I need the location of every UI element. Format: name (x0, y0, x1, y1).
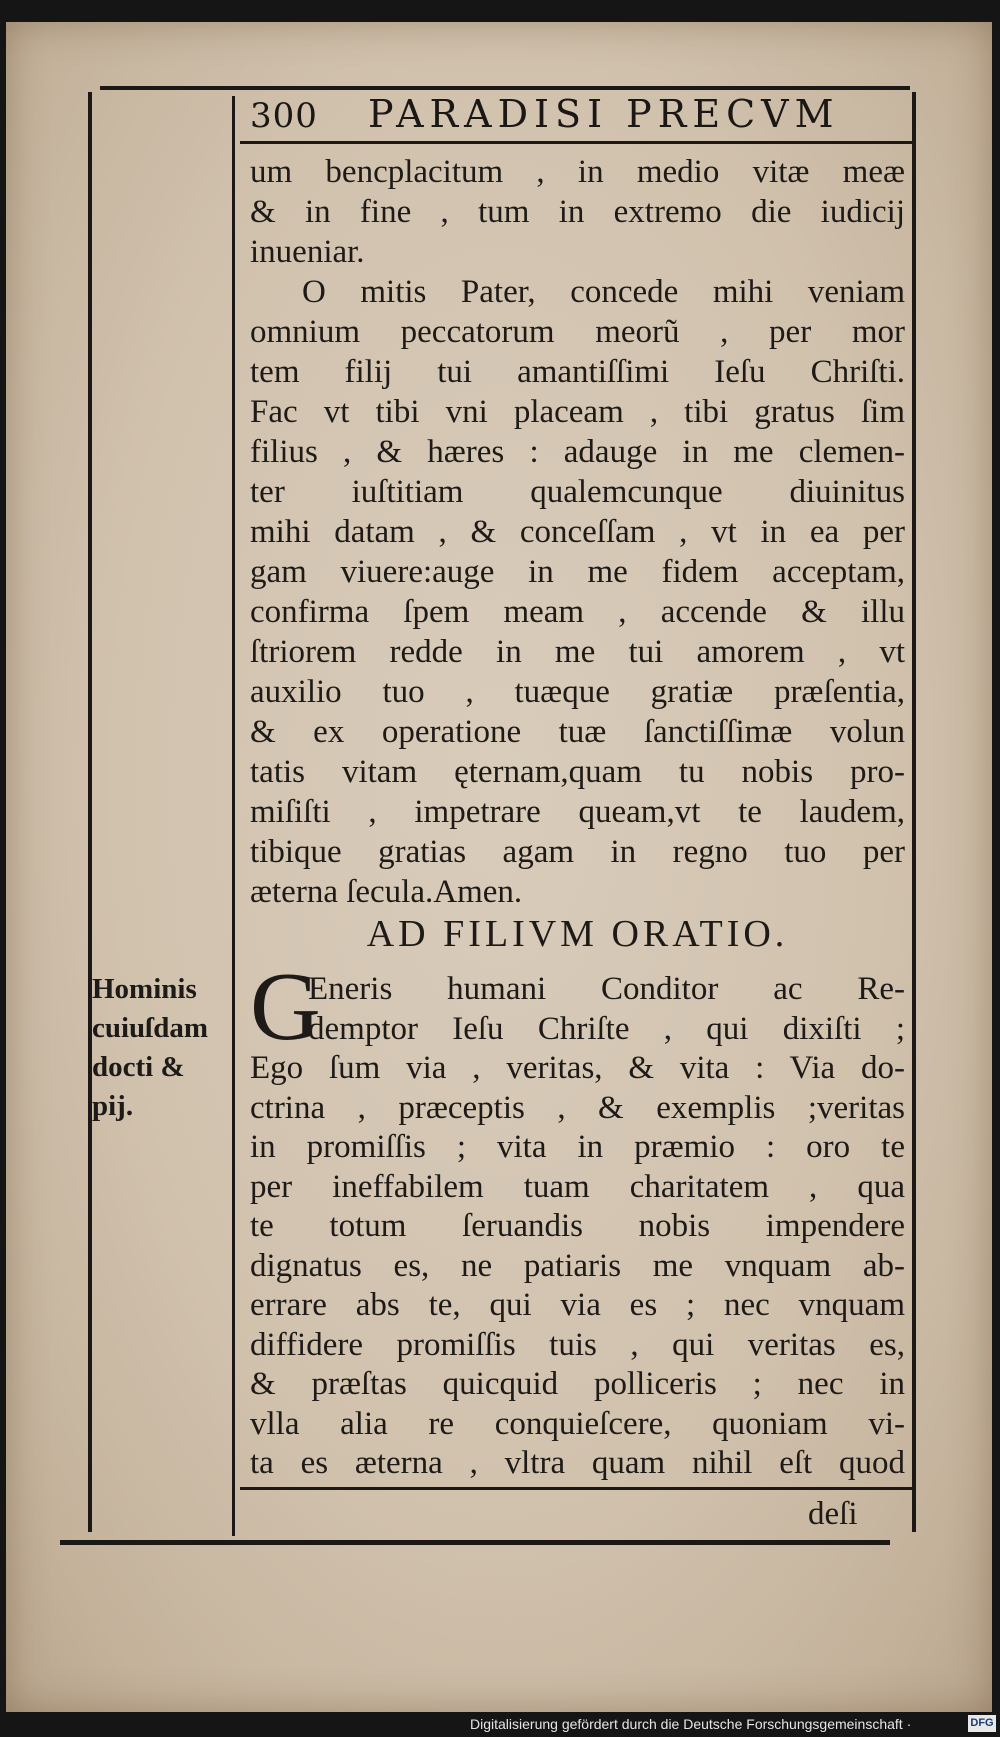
prayer-line: errare abs te, qui via es ; nec vnquam (250, 1287, 905, 1323)
running-head (250, 92, 910, 140)
body-line: Fac vt tibi vni placeam , tibi gratus ſim (250, 394, 905, 430)
prayer-text (250, 970, 905, 1484)
frame-inner-left-rule (232, 96, 235, 1536)
prayer-line: diffidere promiſſis tuis , qui veritas es, (250, 1326, 905, 1363)
prayer-line: Eneris humani Conditor ac Re- (308, 971, 905, 1007)
body-line: omnium peccatorum meorũ , per mor (250, 314, 905, 350)
body-line: filius , & hæres : adauge in me clemen- (250, 434, 905, 470)
body-line: & ex operatione tuæ ſanctiſſimæ volun (250, 714, 905, 750)
body-line: tibique gratias agam in regno tuo per (250, 834, 905, 870)
margin-note-line: pij. (92, 1090, 134, 1122)
prayer-line: Ego ſum via , veritas, & vita : Via do- (250, 1050, 905, 1086)
prayer-line: dignatus es, ne patiaris me vnquam ab- (250, 1247, 905, 1284)
catchword: deſi (808, 1496, 858, 1532)
body-line: miſiſti , impetrare queam,vt te laudem, (250, 794, 905, 830)
body-line: mihi datam , & conceſſam , vt in ea per (250, 514, 905, 550)
margin-note-line: Hominis (92, 973, 197, 1005)
body-line: ter iuſtitiam qualemcunque diuinitus (250, 474, 905, 510)
page-number: 300 (250, 96, 318, 136)
prayer-line: demptor Ieſu Chriſte , qui dixiſti ; (308, 1010, 905, 1047)
frame-right-rule (912, 92, 916, 1532)
margin-note-line: cuiuſdam (92, 1012, 209, 1044)
digitization-credit: Digitalisierung gefördert durch die Deutsche Forschungsgemeinschaft · (470, 1716, 912, 1732)
running-title: PARADISI PRECVM (368, 92, 840, 136)
frame-bottom-rule (60, 1540, 890, 1545)
section-heading: AD FILIVM ORATIO. (366, 913, 789, 955)
prayer-line: per ineffabilem tuam charitatem , qua (250, 1168, 905, 1205)
margin-note-line: docti & (92, 1051, 185, 1083)
prayer-line: in promiſſis ; vita in præmio : oro te (250, 1129, 905, 1165)
body-line: inueniar. (250, 234, 365, 270)
body-line: tatis vitam ęternam,quam tu nobis pro- (250, 754, 905, 790)
frame-top-rule (100, 86, 910, 90)
frame-head-rule (240, 141, 912, 144)
frame-outer-left-rule (88, 92, 92, 1532)
body-line: & in fine , tum in extremo die iudicij (250, 194, 905, 230)
margin-note (92, 970, 242, 1126)
body-text (250, 152, 905, 912)
body-line: confirma ſpem meam , accende & illu (250, 594, 905, 630)
prayer-line: te totum ſeruandis nobis impendere (250, 1208, 905, 1244)
body-line: ſtriorem redde in me tui amorem , vt (250, 634, 905, 670)
prayer-line: ta es æterna , vltra quam nihil eſt quod (250, 1445, 905, 1481)
prayer-line: ctrina , præceptis , & exemplis ;veritas (250, 1089, 905, 1126)
body-line: tem filij tui amantiſſimi Ieſu Chriſti. (250, 354, 905, 390)
body-line: O mitis Pater, concede mihi veniam (302, 274, 905, 310)
body-line: æterna ſecula.Amen. (250, 874, 523, 910)
frame-catch-rule (240, 1487, 912, 1490)
dfg-logo-icon: DFG (968, 1715, 996, 1732)
body-line: gam viuere:auge in me fidem acceptam, (250, 554, 905, 590)
body-line: auxilio tuo , tuæque gratiæ præſentia, (250, 674, 905, 710)
body-line: um bencplacitum , in medio vitæ meæ (250, 154, 905, 190)
prayer-line: & præſtas quicquid polliceris ; nec in (250, 1366, 905, 1402)
prayer-line: vlla alia re conquieſcere, quoniam vi- (250, 1405, 905, 1442)
drop-cap: G (250, 953, 321, 1061)
